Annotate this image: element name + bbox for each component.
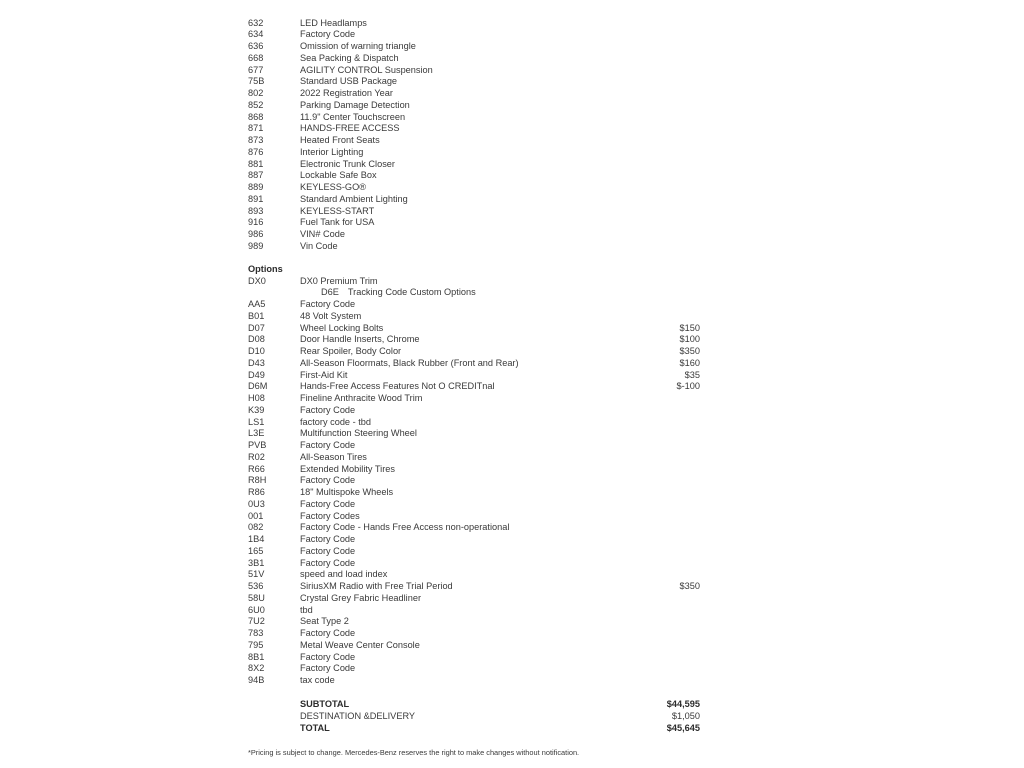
code-row (0, 28, 1024, 40)
option-code: D6M (248, 381, 268, 392)
option-description: Factory Code (300, 628, 356, 638)
code-value: 916 (248, 217, 264, 228)
option-code: 7U2 (248, 616, 265, 627)
option-row (0, 662, 1024, 674)
code-row (0, 122, 1024, 134)
totals-row (0, 698, 1024, 710)
option-description: Factory Code (300, 404, 356, 415)
option-code: B01 (248, 310, 265, 321)
option-description: Multifunction Steering Wheel (300, 428, 417, 439)
option-code: R86 (248, 487, 265, 497)
code-description: Vin Code (300, 240, 338, 251)
option-row (0, 557, 1024, 569)
code-row (0, 205, 1024, 217)
code-value: 668 (248, 52, 264, 63)
totals-value: $1,050 (671, 710, 700, 721)
option-row (0, 357, 1024, 369)
option-row (0, 380, 1024, 392)
code-row (0, 169, 1024, 181)
option-row (0, 369, 1024, 381)
code-description: Lockable Safe Box (300, 170, 377, 181)
code-value: 852 (248, 99, 264, 110)
option-description: Factory Code (300, 498, 356, 509)
code-description: Sea Packing & Dispatch (300, 52, 399, 63)
code-value: 989 (248, 240, 264, 251)
option-code: R66 (248, 463, 265, 474)
option-price: $160 (679, 357, 700, 368)
code-row (0, 87, 1024, 99)
option-row (0, 439, 1024, 451)
option-code: K39 (248, 404, 265, 415)
code-value: 887 (248, 170, 264, 181)
option-code: 165 (248, 545, 264, 556)
option-code: D49 (248, 369, 265, 380)
code-description: LED Headlamps (300, 17, 367, 28)
option-row (0, 592, 1024, 604)
code-description: Fuel Tank for USA (300, 217, 375, 228)
option-description: Factory Code (300, 545, 356, 556)
code-value: 881 (248, 158, 264, 169)
option-code: D10 (248, 346, 265, 356)
code-description: Interior Lighting (300, 146, 364, 157)
option-code: 8X2 (248, 663, 265, 674)
code-row (0, 99, 1024, 111)
option-description: Factory Codes (300, 510, 360, 521)
code-value: 632 (248, 17, 264, 28)
option-code: L3E (248, 428, 265, 439)
option-sub-line (321, 286, 476, 298)
option-row (0, 474, 1024, 486)
option-row (0, 345, 1024, 357)
option-row (0, 404, 1024, 416)
option-description: Factory Code - Hands Free Access non-operational (300, 522, 510, 533)
option-code: 6U0 (248, 604, 265, 615)
code-row (0, 52, 1024, 64)
option-row (0, 333, 1024, 345)
code-description: Heated Front Seats (300, 135, 380, 145)
pricing-footnote: *Pricing is subject to change. Mercedes-Benz reserves the right to make changes without notification. (248, 748, 580, 757)
option-price: $100 (679, 334, 700, 345)
option-sub-description: Tracking Code Custom Options (347, 287, 476, 298)
code-value: 677 (248, 64, 264, 75)
option-row (0, 568, 1024, 580)
option-code: 783 (248, 628, 264, 638)
option-row (0, 416, 1024, 428)
code-row (0, 40, 1024, 52)
option-description: Extended Mobility Tires (300, 463, 395, 474)
option-code: 001 (248, 510, 264, 521)
option-row (0, 427, 1024, 439)
option-code: 8B1 (248, 651, 265, 662)
option-description: All-Season Floormats, Black Rubber (Front and Rear) (300, 357, 519, 368)
option-description: Crystal Grey Fabric Headliner (300, 592, 422, 603)
option-description: First-Aid Kit (300, 369, 348, 380)
option-description: Factory Code (300, 557, 356, 568)
option-description: SiriusXM Radio with Free Trial Period (300, 581, 453, 591)
option-description: tbd (300, 604, 313, 615)
option-description: 18" Multispoke Wheels (300, 487, 394, 497)
option-row (0, 651, 1024, 663)
code-row (0, 193, 1024, 205)
totals-row (0, 710, 1024, 722)
option-code: DX0 (248, 275, 266, 286)
code-description: Factory Code (300, 29, 356, 40)
code-value: 891 (248, 193, 264, 204)
code-row (0, 111, 1024, 123)
option-row (0, 521, 1024, 533)
option-code: H08 (248, 393, 265, 403)
code-row (0, 240, 1024, 252)
option-description: Hands-Free Access Features Not O CREDITnal (300, 381, 495, 392)
option-row (0, 674, 1024, 686)
code-value: 876 (248, 146, 264, 157)
code-description: Standard USB Package (300, 76, 398, 87)
option-row (0, 286, 1024, 298)
option-description: Factory Code (300, 440, 356, 450)
option-row (0, 615, 1024, 627)
option-row (0, 498, 1024, 510)
option-description: All-Season Tires (300, 451, 367, 462)
option-code: 795 (248, 639, 264, 650)
option-description: tax code (300, 675, 335, 685)
option-code: 536 (248, 581, 264, 591)
option-code: PVB (248, 440, 267, 450)
option-sub-code: D6E (321, 287, 339, 298)
option-description: Door Handle Inserts, Chrome (300, 334, 420, 345)
option-row (0, 604, 1024, 616)
option-code: 082 (248, 522, 264, 533)
option-description: Factory Code (300, 663, 356, 674)
option-price: $350 (679, 346, 700, 356)
option-row (0, 639, 1024, 651)
option-row (0, 392, 1024, 404)
code-description: Electronic Trunk Closer (300, 158, 395, 169)
code-description: Omission of warning triangle (300, 41, 416, 51)
code-value: 986 (248, 229, 264, 239)
code-description: Parking Damage Detection (300, 99, 410, 110)
code-row (0, 75, 1024, 87)
option-row (0, 298, 1024, 310)
option-row (0, 486, 1024, 498)
option-description: Factory Code (300, 534, 356, 544)
totals-label: TOTAL (300, 722, 330, 733)
option-row (0, 580, 1024, 592)
code-description: KEYLESS-START (300, 205, 375, 216)
option-code: 58U (248, 592, 265, 603)
totals-value: $45,645 (666, 722, 700, 733)
totals-value: $44,595 (666, 699, 700, 709)
option-description: Wheel Locking Bolts (300, 322, 384, 333)
option-price: $-100 (676, 381, 700, 392)
option-code: D08 (248, 334, 265, 345)
code-value: 802 (248, 88, 264, 98)
code-row (0, 17, 1024, 29)
option-row (0, 533, 1024, 545)
option-code: 3B1 (248, 557, 265, 568)
option-price: $350 (679, 581, 700, 591)
option-price: $35 (684, 369, 700, 380)
code-description: AGILITY CONTROL Suspension (300, 64, 433, 75)
option-code: D43 (248, 357, 265, 368)
option-code: 51V (248, 569, 265, 580)
code-value: 75B (248, 76, 265, 87)
option-description: Factory Code (300, 475, 356, 486)
code-description: 11.9" Center Touchscreen (300, 111, 406, 122)
code-description: HANDS-FREE ACCESS (300, 123, 400, 134)
option-row (0, 322, 1024, 334)
option-description: DX0 Premium Trim (300, 275, 378, 286)
option-row (0, 545, 1024, 557)
code-description: KEYLESS-GO® (300, 182, 366, 192)
option-code: 1B4 (248, 534, 265, 544)
code-value: 873 (248, 135, 264, 145)
option-description: 48 Volt System (300, 310, 362, 321)
code-description: 2022 Registration Year (300, 88, 393, 98)
option-row (0, 310, 1024, 322)
option-code: 0U3 (248, 498, 265, 509)
option-description: Fineline Anthracite Wood Trim (300, 393, 423, 403)
option-code: AA5 (248, 299, 266, 309)
option-row (0, 463, 1024, 475)
totals-label: DESTINATION &DELIVERY (300, 710, 416, 721)
option-row (0, 510, 1024, 522)
totals-row (0, 722, 1024, 734)
option-code: R02 (248, 451, 265, 462)
totals-label: SUBTOTAL (300, 699, 350, 709)
option-description: Seat Type 2 (300, 616, 349, 627)
option-description: Factory Code (300, 651, 356, 662)
option-description: Factory Code (300, 299, 356, 309)
option-description: Metal Weave Center Console (300, 639, 420, 650)
option-code: LS1 (248, 416, 265, 427)
code-row (0, 134, 1024, 146)
option-code: R8H (248, 475, 267, 486)
option-row (0, 451, 1024, 463)
code-value: 868 (248, 111, 264, 122)
option-description: factory code - tbd (300, 416, 371, 427)
code-row (0, 181, 1024, 193)
option-description: speed and load index (300, 569, 388, 580)
code-row (0, 216, 1024, 228)
code-row (0, 64, 1024, 76)
option-row (0, 275, 1024, 287)
code-value: 871 (248, 123, 264, 134)
option-description: Rear Spoiler, Body Color (300, 346, 402, 356)
code-value: 634 (248, 29, 264, 40)
code-row (0, 228, 1024, 240)
options-heading: Options (248, 263, 283, 274)
code-description: Standard Ambient Lighting (300, 193, 408, 204)
code-value: 893 (248, 205, 264, 216)
code-description: VIN# Code (300, 229, 345, 239)
code-row (0, 158, 1024, 170)
code-value: 636 (248, 41, 264, 51)
code-row (0, 146, 1024, 158)
code-value: 889 (248, 182, 264, 192)
option-code: 94B (248, 675, 265, 685)
option-price: $150 (679, 322, 700, 333)
option-row (0, 627, 1024, 639)
option-code: D07 (248, 322, 265, 333)
